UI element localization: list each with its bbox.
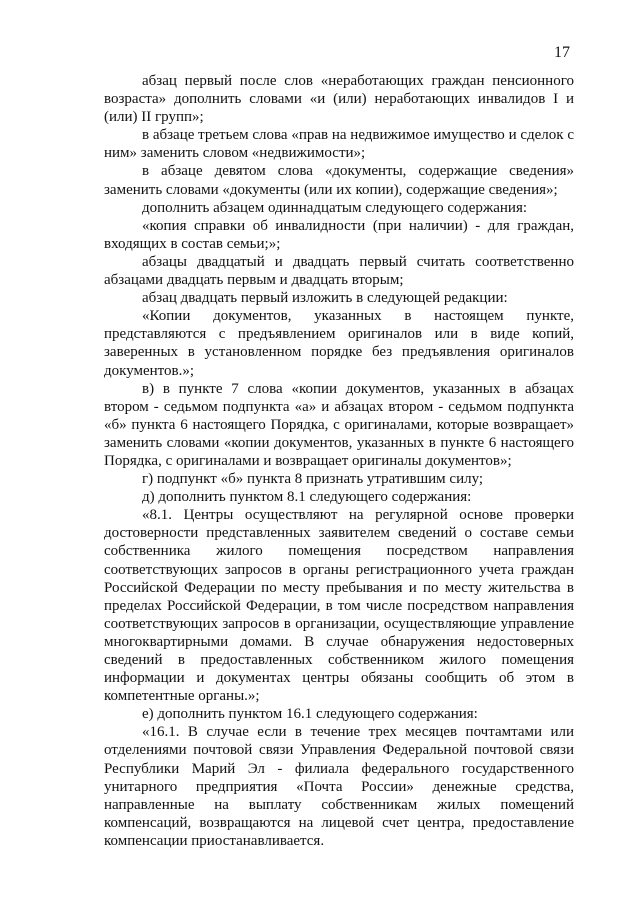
paragraph: г) подпункт «б» пункта 8 признать утратившим силу; <box>142 471 484 488</box>
paragraph: абзац двадцать первый изложить в следующей редакции: <box>142 290 508 307</box>
paragraph: «Копии документов, указанных в настоящем пункте, представляются с предъявлением оригиналов или в виде копий, заверенных в установленном порядке без предъявления оригиналов документов.»; <box>104 308 574 379</box>
paragraph: в) в пункте 7 слова «копии документов, указанных в абзацах втором - седьмом подпункта «а» и абзацах втором - седьмом подпункта «б» пункта 6 настоящего Порядка, с оригиналами, которые возвращает» заменить словами «копии документов, указанных в пункте 6 настоящего Порядка, с оригиналами и возвращает оригиналы документов»; <box>104 380 574 469</box>
paragraph: абзац первый после слов «неработающих граждан пенсионного возраста» дополнить словами «и (или) неработающих инвалидов I и (или) II групп»; <box>104 73 574 126</box>
document-body <box>104 72 574 850</box>
paragraph: е) дополнить пунктом 16.1 следующего содержания: <box>142 706 478 723</box>
paragraph: «копия справки об инвалидности (при наличии) - для граждан, входящих в состав семьи;»; <box>104 217 574 252</box>
paragraph: в абзаце третьем слова «прав на недвижимое имущество и сделок с ним» заменить словом «недвижимости»; <box>104 127 574 162</box>
paragraph: д) дополнить пунктом 8.1 следующего содержания: <box>142 489 472 506</box>
paragraph: «8.1. Центры осуществляют на регулярной основе проверки достоверности представленных заявителем сведений о составе семьи собственника жилого помещения посредством направления соответствующих запросов в органы регистрационного учета граждан Российской Федерации по месту пребывания и по месту жительства в пределах Российской Федерации, в том числе посредством направления соответствующих запросов в организации, осуществляющие управление многоквартирными домами. В случае обнаружения недостоверных сведений в предоставленных собственником жилого помещения информации и документах центры обязаны сообщить об этом в компетентные органы.»; <box>104 507 574 705</box>
paragraph: абзацы двадцатый и двадцать первый считать соответственно абзацами двадцать первым и двадцать вторым; <box>104 253 574 289</box>
paragraph: в абзаце девятом слова «документы, содержащие сведения» заменить словами «документы (или их копии), содержащие сведения»; <box>104 163 574 198</box>
page-number: 17 <box>554 44 570 61</box>
paragraph: дополнить абзацем одиннадцатым следующего содержания: <box>142 199 528 216</box>
paragraph: «16.1. В случае если в течение трех месяцев почтамтами или отделениями почтовой связи Управления Федеральной почтовой связи Республики Марий Эл - филиала федерального государственного унитарного предприятия «Почта России» денежные средства, направленные на выплату собственникам жилых помещений компенсаций, возвращаются на лицевой счет центра, предоставление компенсации приостанавливается. <box>104 724 574 849</box>
